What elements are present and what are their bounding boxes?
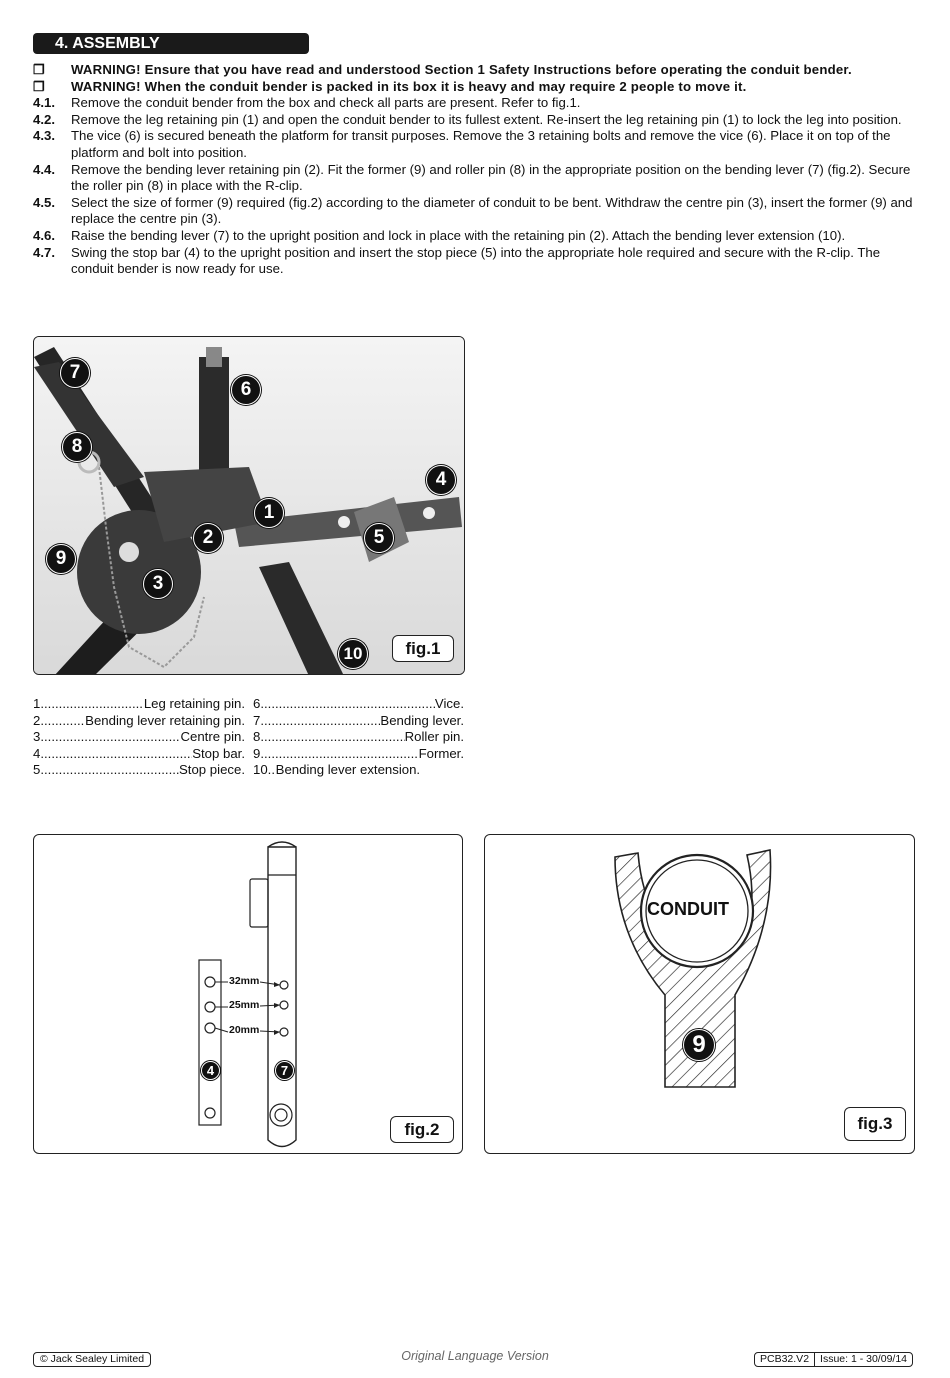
- part-badge-8: 8: [62, 432, 92, 462]
- warning-text: WARNING! When the conduit bender is packed in its box it is heavy and may require 2 people to move it.: [71, 78, 747, 94]
- part-badge-6: 6: [231, 375, 261, 405]
- part-badge-7: 7: [60, 358, 90, 388]
- step-4-4: [33, 162, 913, 195]
- part-row: [253, 713, 464, 730]
- part-row: [33, 713, 245, 730]
- parts-list-left: [33, 696, 245, 779]
- part-name: Leg retaining pin.: [143, 696, 245, 711]
- part-number: 4: [33, 745, 41, 761]
- part-name: Former.: [418, 745, 464, 761]
- fig3-diagram: [484, 834, 915, 1154]
- part-badge-3: 3: [143, 569, 173, 599]
- checkbox-icon: ❐: [33, 78, 46, 94]
- part-badge-9: 9: [46, 544, 76, 574]
- part-row: [33, 746, 245, 763]
- stop-bar-badge: 4: [201, 1061, 220, 1080]
- step-text: Raise the bending lever (7) to the upright position and lock in place with the retaining pin (2). Attach the bending lever extension (10).: [71, 227, 846, 243]
- part-badge-1: 1: [254, 498, 284, 528]
- part-number: 8: [253, 729, 261, 745]
- step-number: 4.7.: [33, 244, 55, 260]
- leader-dots: [40, 729, 180, 746]
- document-ref: [754, 1352, 913, 1367]
- checkbox-icon: ❐: [33, 62, 46, 77]
- part-badge-5: 5: [364, 523, 394, 553]
- section-title: 4. ASSEMBLY: [33, 33, 309, 54]
- former-badge: 9: [683, 1029, 715, 1061]
- part-name: Bending lever.: [380, 712, 464, 728]
- part-number: 10: [253, 762, 268, 778]
- step-text: Select the size of former (9) required (fig.2) according to the diameter of conduit to be bent. Withdraw the centre pin (3), insert the former (9) and replace the centre pin (3).: [71, 194, 913, 227]
- language-version: Original Language Version: [401, 1349, 549, 1363]
- leader-dots: [40, 762, 179, 779]
- warning-1: [33, 62, 913, 79]
- part-row: [33, 762, 245, 779]
- step-text: Swing the stop bar (4) to the upright position and insert the stop piece (5) into the appropriate hole required and secure with the R-clip. The conduit bender is now ready for use.: [71, 244, 881, 277]
- conduit-label: CONDUIT: [647, 899, 729, 919]
- part-row: [253, 729, 464, 746]
- fig1-label: fig.1: [392, 635, 454, 662]
- step-number: 4.4.: [33, 161, 55, 177]
- step-4-7: [33, 245, 913, 278]
- step-number: 4.2.: [33, 111, 55, 127]
- size-label-20mm: 20mm: [229, 1024, 260, 1036]
- warning-text: WARNING! Ensure that you have read and understood Section 1 Safety Instructions before operating the conduit bender.: [71, 62, 852, 77]
- step-text: Remove the leg retaining pin (1) and open the conduit bender to its fullest extent. Re-insert the leg retaining pin (1) to lock the leg into position.: [71, 111, 902, 127]
- part-name: Bending lever retaining pin.: [85, 712, 245, 728]
- part-number: 7: [253, 712, 261, 728]
- part-badge-10: 10: [338, 639, 368, 669]
- fig1-photo: [33, 336, 465, 675]
- part-row: [33, 696, 245, 713]
- fig2-diagram: [33, 834, 463, 1154]
- part-badge-4: 4: [426, 465, 456, 495]
- step-number: 4.3.: [33, 128, 55, 144]
- bending-lever-badge: 7: [275, 1061, 294, 1080]
- step-text: Remove the conduit bender from the box and check all parts are present. Refer to fig.1.: [71, 95, 581, 111]
- part-name: Stop piece.: [179, 762, 245, 778]
- part-name: Roller pin.: [404, 729, 464, 745]
- step-4-6: [33, 228, 913, 245]
- leader-dots: [268, 762, 276, 779]
- step-4-3: [33, 128, 913, 161]
- part-row: [33, 729, 245, 746]
- leader-dots: [260, 746, 418, 763]
- size-label-25mm: 25mm: [229, 999, 260, 1011]
- step-4-2: [33, 112, 913, 129]
- size-label-32mm: 32mm: [229, 975, 260, 987]
- fig2-label: fig.2: [390, 1116, 454, 1143]
- part-name: Stop bar.: [192, 745, 245, 761]
- lever-and-stop-bar-drawing: [34, 835, 463, 1154]
- part-row: [253, 746, 464, 763]
- leader-dots: [40, 696, 143, 713]
- part-number: 2: [33, 712, 41, 728]
- part-row: [253, 762, 464, 779]
- part-row: [253, 696, 464, 713]
- leader-dots: [40, 746, 192, 763]
- warning-2: [33, 79, 913, 96]
- part-badge-2: 2: [193, 523, 223, 553]
- part-number: 6: [253, 696, 261, 711]
- leader-dots: [260, 713, 380, 730]
- product-code: PCB32.V2: [755, 1353, 815, 1366]
- leader-dots: [260, 696, 435, 713]
- issue-date: Issue: 1 - 30/09/14: [820, 1353, 908, 1365]
- step-number: 4.1.: [33, 95, 55, 111]
- leader-dots: [40, 713, 85, 730]
- part-name: Centre pin.: [180, 729, 245, 745]
- part-name: Vice.: [434, 696, 464, 711]
- copyright-label: © Jack Sealey Limited: [33, 1352, 151, 1367]
- part-number: 1: [33, 696, 41, 711]
- step-4-1: [33, 95, 913, 112]
- step-4-5: [33, 195, 913, 228]
- step-number: 4.6.: [33, 227, 55, 243]
- parts-list-right: [253, 696, 464, 779]
- part-number: 9: [253, 745, 261, 761]
- leader-dots: [260, 729, 404, 746]
- part-name: Bending lever extension.: [275, 762, 421, 778]
- instructions: [33, 62, 913, 278]
- part-number: 5: [33, 762, 41, 778]
- fig3-label: fig.3: [844, 1107, 906, 1141]
- step-number: 4.5.: [33, 194, 55, 210]
- step-text: The vice (6) is secured beneath the platform for transit purposes. Remove the 3 retaining bolts and remove the vice (6). Place it on top of the platform and bolt into position.: [71, 128, 891, 160]
- step-text: Remove the bending lever retaining pin (2). Fit the former (9) and roller pin (8) in the appropriate position on the bending lever (7) (fig.2). Secure the roller pin (8) in place with the R-clip.: [71, 161, 911, 194]
- part-number: 3: [33, 729, 41, 745]
